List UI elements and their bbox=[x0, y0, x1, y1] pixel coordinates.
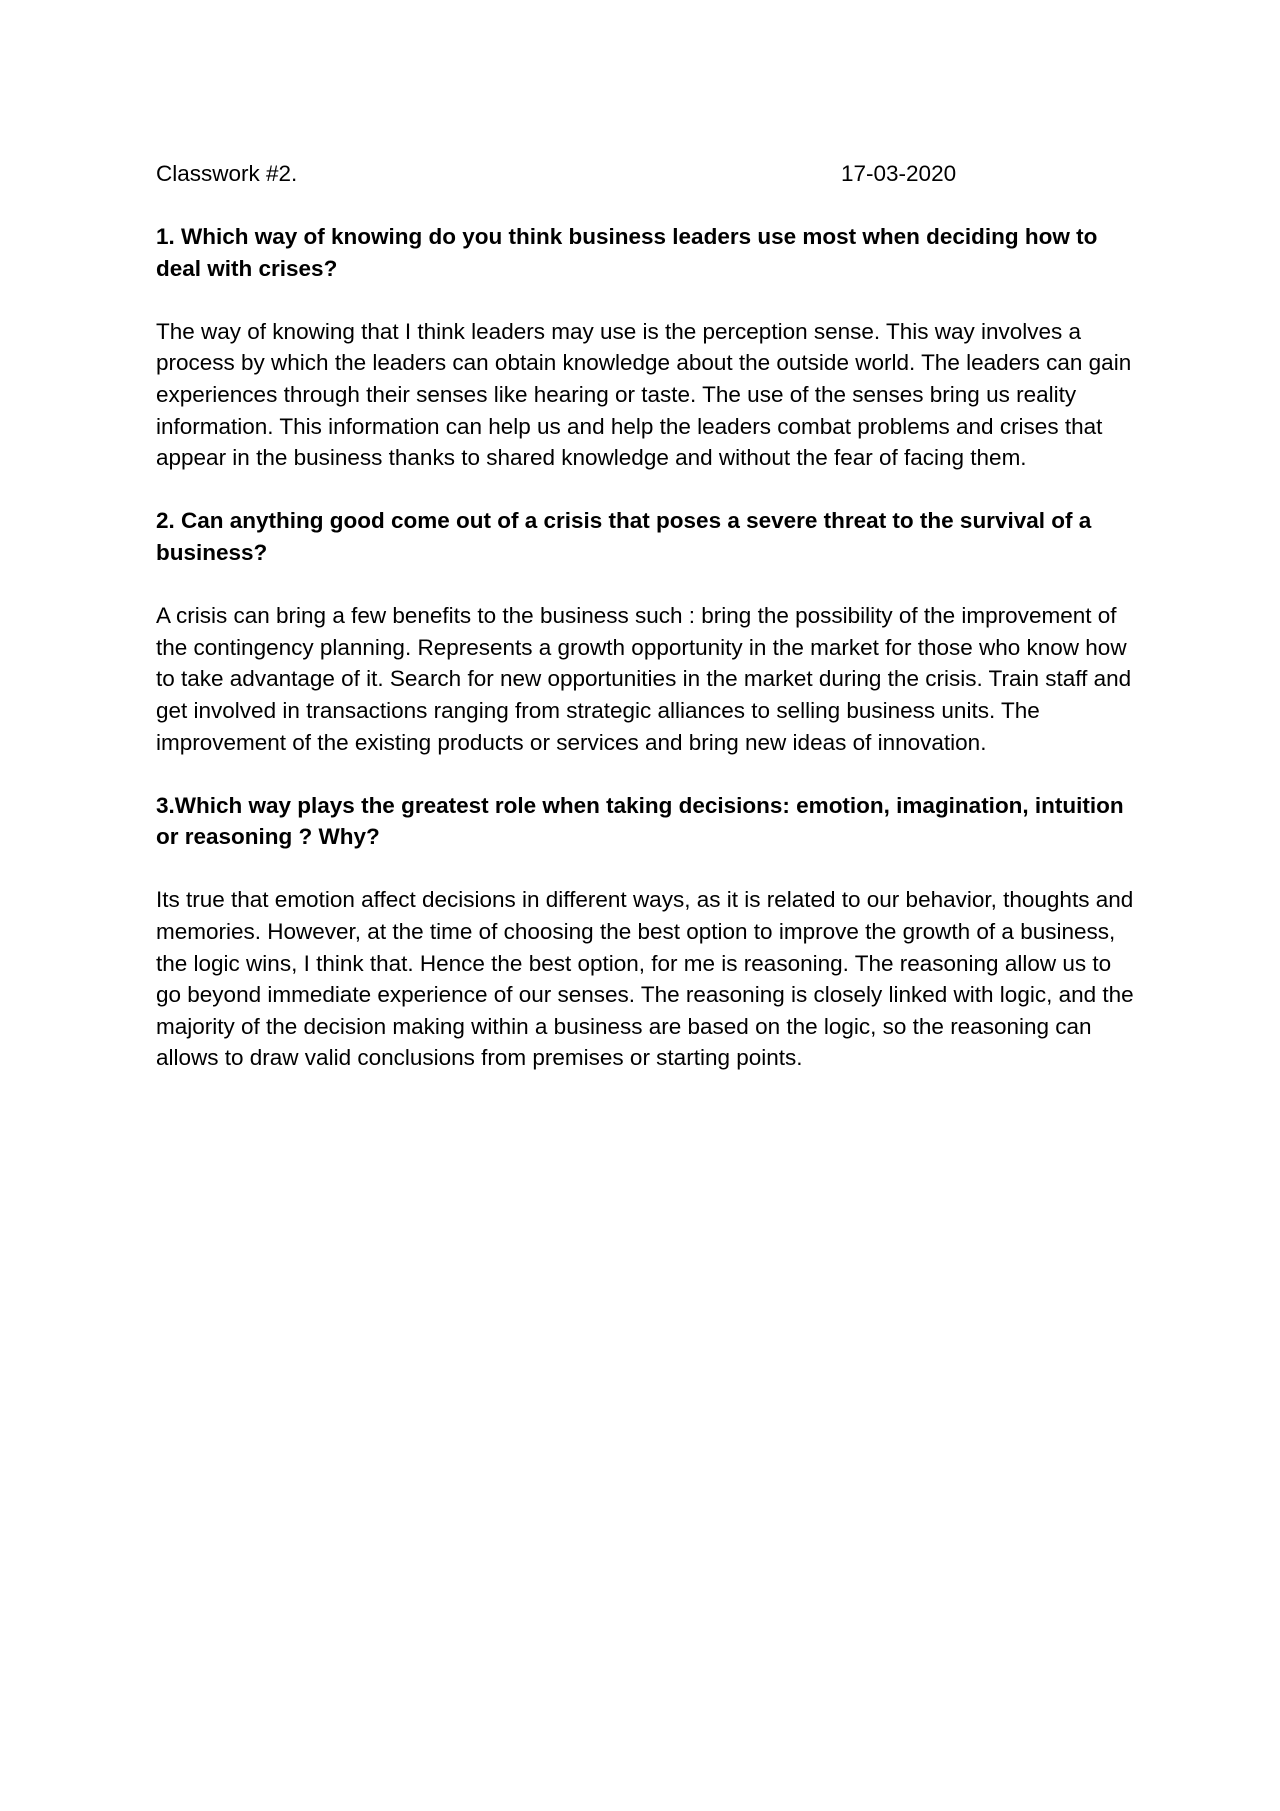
section-1 bbox=[156, 221, 1136, 474]
question-1: 1. Which way of knowing do you think business leaders use most when deciding how to deal with crises? bbox=[156, 224, 1098, 281]
answer-2: A crisis can bring a few benefits to the business such : bring the possibility of the improvement of the contingency planning. Represents a growth opportunity in the market for those who know how to take advantage of it. Search for new opportunities in the market during the crisis. Train staff and get involved in transactions ranging from strategic alliances to selling business units. The improvement of the existing products or services and bring new ideas of innovation. bbox=[156, 603, 1132, 755]
answer-3: Its true that emotion affect decisions in different ways, as it is related to our behavior, thoughts and memories. However, at the time of choosing the best option to improve the growth of a business, the logic wins, I think that. Hence the best option, for me is reasoning. The reasoning allow us to go beyond immediate experience of our senses. The reasoning is closely linked with logic, and the majority of the decision making within a business are based on the logic, so the reasoning can allows to draw valid conclusions from premises or starting points. bbox=[156, 887, 1134, 1071]
document-page bbox=[156, 158, 1136, 1106]
answer-1: The way of knowing that I think leaders may use is the perception sense. This way involves a process by which the leaders can obtain knowledge about the outside world. The leaders can gain experiences through their senses like hearing or taste. The use of the senses bring us reality information. This information can help us and help the leaders combat problems and crises that appear in the business thanks to shared knowledge and without the fear of facing them. bbox=[156, 318, 1132, 471]
document-date: 17-03-2020 bbox=[841, 161, 957, 186]
question-2: 2. Can anything good come out of a crisis that poses a severe threat to the survival of a business? bbox=[156, 508, 1092, 565]
section-2 bbox=[156, 505, 1136, 758]
section-3 bbox=[156, 790, 1136, 1074]
classwork-title: Classwork #2. bbox=[156, 161, 298, 186]
document-header bbox=[156, 158, 1136, 190]
question-3: 3.Which way plays the greatest role when taking decisions: emotion, imagination, intuition or reasoning ? Why? bbox=[156, 792, 1124, 850]
